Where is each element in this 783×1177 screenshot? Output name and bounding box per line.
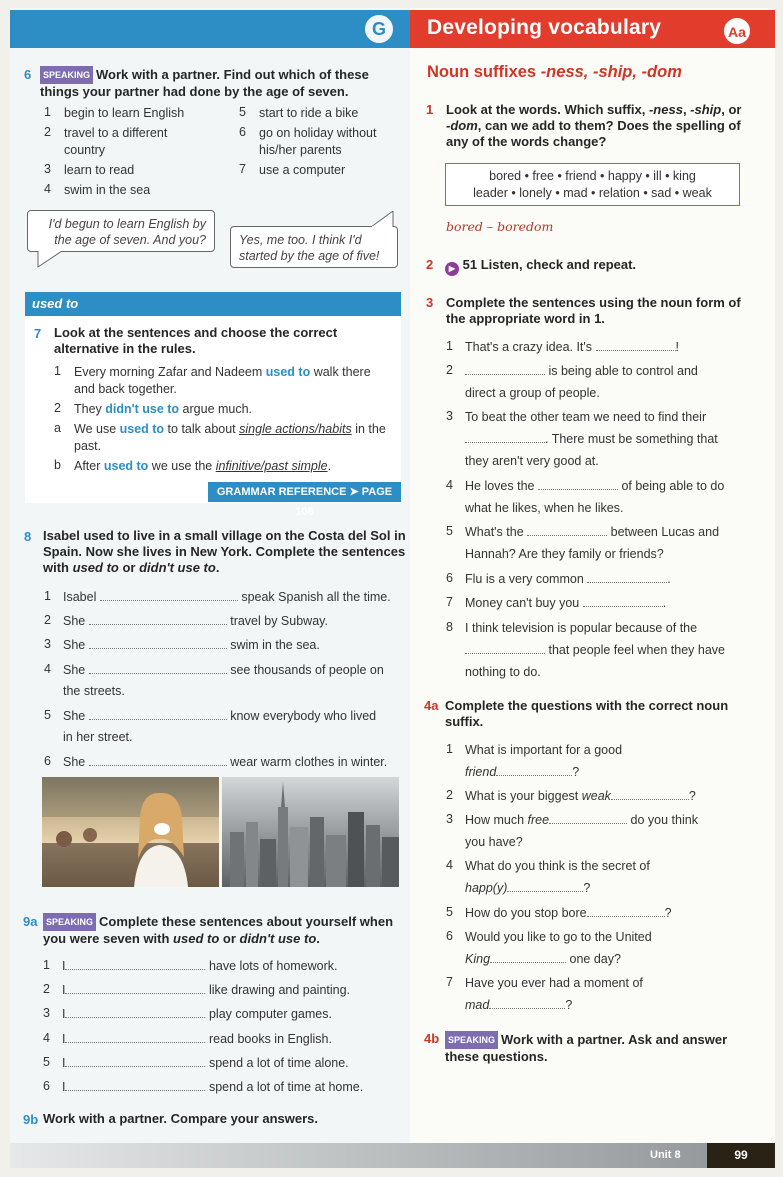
sentence-continuation: the streets.	[63, 684, 125, 698]
exercise-9b-number: 9b	[23, 1112, 39, 1127]
list-item-number: 4	[44, 182, 51, 196]
text: see thousands of people on	[230, 663, 384, 677]
list-item-number: 1	[446, 339, 453, 353]
list-item-number: 7	[446, 975, 453, 989]
text: ?	[688, 789, 696, 803]
question-line	[465, 951, 621, 968]
word-stem: friend	[465, 765, 497, 779]
list-item: go on holiday without his/her parents	[259, 126, 377, 157]
answer-blank[interactable]	[549, 813, 627, 824]
answer-blank[interactable]	[465, 643, 545, 654]
exercise-1-instruction: Look at the words. Which suffix, -ness, -ship, or -dom, can we add to them? Does the spelling of any of the words change?	[446, 102, 742, 149]
speaking-badge: SPEAKING	[43, 913, 96, 931]
question-line	[465, 997, 572, 1014]
word-stem: mad	[465, 998, 490, 1012]
answer-blank[interactable]	[89, 638, 227, 649]
rule-b: After used to we use the infinitive/past simple.	[74, 459, 332, 473]
exercise-8-instruction: Isabel used to live in a small village on the Costa del Sol in Spain. Now she lives in New York. Complete the sentences with used to or didn't use to.	[43, 528, 406, 575]
text: I	[62, 1031, 66, 1046]
answer-blank[interactable]	[65, 1007, 205, 1018]
grammar-header-bar	[10, 10, 410, 48]
text: Isabel	[63, 590, 97, 604]
answer-blank[interactable]	[583, 596, 663, 607]
list-item-number: 1	[54, 364, 61, 378]
sentence-line	[465, 546, 755, 563]
question-line	[465, 812, 755, 829]
answer-blank[interactable]	[596, 340, 676, 351]
text: She	[63, 638, 86, 652]
sentence-row	[63, 708, 408, 725]
text: I	[62, 1055, 66, 1070]
vocabulary-icon: Aa	[722, 16, 752, 46]
sentence-row	[63, 754, 408, 771]
text: Flu is a very common	[465, 572, 588, 586]
question-line	[465, 905, 755, 922]
play-audio-icon[interactable]: ▶	[445, 262, 459, 276]
list-item-number: 3	[43, 1006, 50, 1021]
list-item-number: 6	[446, 929, 453, 943]
photo-new-york-skyline	[222, 777, 399, 887]
sentence-line	[465, 363, 755, 380]
list-item-number: b	[54, 458, 61, 472]
answer-blank[interactable]	[65, 983, 205, 994]
noun-suffixes-heading: Noun suffixes -ness, -ship, -dom	[427, 63, 682, 81]
text: What do you think is the secret of	[465, 859, 650, 873]
list-item-number: 6	[43, 1079, 50, 1093]
text: She	[63, 709, 86, 723]
word-stem: free	[527, 813, 550, 827]
text: ?	[572, 765, 580, 779]
word-box-line: bored • free • friend • happy • ill • king	[489, 169, 696, 183]
list-item: use a computer	[259, 163, 346, 177]
question-line	[465, 742, 755, 759]
sentence-row	[63, 589, 408, 606]
word-box	[445, 163, 740, 206]
question-line	[465, 929, 755, 946]
sentence-row	[62, 982, 407, 999]
exercise-7-number: 7	[34, 326, 42, 341]
sentence-line: they aren't very good at.	[465, 454, 599, 468]
text: She	[63, 755, 86, 769]
list-item-number: 5	[446, 905, 453, 919]
answer-blank[interactable]	[489, 998, 565, 1009]
word-box-line: leader • lonely • mad • relation • sad • weak	[473, 186, 712, 200]
text: speak Spanish all the time.	[241, 590, 391, 604]
list-item-number: 8	[446, 620, 453, 634]
exercise-9a-number: 9a	[23, 914, 38, 929]
example-sentence-1: Every morning Zafar and Nadeem used to walk there and back together.	[74, 365, 371, 396]
used-to-banner	[25, 292, 401, 316]
question-line	[465, 880, 590, 897]
answer-blank[interactable]	[587, 906, 665, 917]
speech-bubble-tail	[36, 251, 66, 269]
section-title: Developing vocabulary	[427, 16, 662, 39]
word-stem: King	[465, 952, 491, 966]
text: direct a group of people.	[465, 386, 600, 400]
exercise-3-instruction: Complete the sentences using the noun form of the appropriate word in 1.	[446, 295, 741, 326]
answer-blank[interactable]	[65, 959, 205, 970]
list-item-number: 4	[43, 1030, 50, 1045]
text: like drawing and painting.	[208, 983, 351, 998]
list-item-number: 5	[239, 105, 246, 119]
text: what he likes, when he likes.	[465, 501, 624, 515]
text: ?	[583, 881, 591, 895]
answer-blank[interactable]	[538, 479, 618, 490]
list-item-number: 3	[446, 409, 453, 423]
text: between Lucas and	[607, 525, 720, 539]
list-item-number: 6	[239, 125, 246, 139]
list-item-number: 2	[446, 788, 453, 802]
text: Money can't buy you	[465, 596, 583, 610]
exercise-4a-number: 4a	[424, 698, 439, 713]
text: travel by Subway.	[230, 614, 328, 628]
text: What's the	[465, 525, 528, 539]
text: She	[63, 663, 86, 677]
answer-blank[interactable]	[89, 663, 227, 674]
text: That's a crazy idea. It's	[465, 340, 596, 354]
sentence-line	[465, 409, 755, 426]
list-item: learn to read	[64, 163, 135, 177]
exercise-7-instruction: Look at the sentences and choose the correct alternative in the rules.	[54, 325, 338, 356]
text: I	[62, 1080, 66, 1094]
answer-blank[interactable]	[490, 952, 566, 963]
sentence-row	[62, 1055, 407, 1072]
list-item-number: 1	[44, 105, 51, 119]
exercise-2-number: 2	[426, 257, 434, 272]
text: I think television is popular because of the	[465, 621, 698, 635]
list-item-number: 4	[44, 662, 51, 676]
exercise-9b-instruction: Work with a partner. Compare your answers.	[43, 1111, 319, 1126]
text: He loves the	[465, 479, 538, 493]
list-item: swim in the sea	[64, 183, 151, 197]
list-item-number: 4	[446, 858, 453, 872]
answer-blank[interactable]	[65, 1056, 205, 1067]
list-item-number: 2	[54, 401, 61, 415]
sentence-line	[465, 385, 755, 402]
sentence-line	[465, 500, 755, 517]
sentence-continuation: in her street.	[63, 730, 133, 744]
answer-blank[interactable]	[100, 590, 238, 601]
list-item-number: 7	[239, 162, 246, 176]
list-item-number: 1	[43, 958, 50, 972]
list-item-number: 2	[44, 613, 51, 627]
speaking-badge: SPEAKING	[445, 1031, 498, 1049]
page-number: 99	[707, 1143, 775, 1168]
text: . There must be something that	[545, 432, 718, 446]
sentence-line	[465, 478, 755, 495]
text: How much	[465, 813, 528, 827]
exercise-3-number: 3	[426, 295, 434, 310]
text: !	[675, 340, 680, 354]
text: read books in English.	[208, 1031, 332, 1046]
speaking-badge: SPEAKING	[40, 66, 93, 84]
word-stem: happ(y)	[465, 881, 508, 895]
text: spend a lot of time at home.	[208, 1080, 364, 1094]
text: What is important for a good	[465, 743, 623, 757]
question-line	[465, 764, 579, 781]
photo-girl-cafe	[42, 777, 219, 887]
list-item-number: 2	[446, 363, 453, 377]
text: ?	[565, 998, 573, 1012]
text: have lots of homework.	[208, 959, 338, 973]
answer-blank[interactable]	[89, 614, 227, 625]
list-item-number: 5	[446, 524, 453, 538]
list-item: begin to learn English	[64, 106, 185, 120]
sentence-row	[62, 1031, 407, 1048]
list-item-number: 5	[44, 708, 51, 722]
answer-blank[interactable]	[465, 364, 545, 375]
text: wear warm clothes in winter.	[230, 755, 388, 769]
answer-blank[interactable]	[587, 572, 667, 583]
sentence-row	[62, 958, 407, 975]
exercise-4b-instruction: SPEAKING Work with a partner. Ask and answer these questions.	[445, 1032, 728, 1064]
text: know everybody who lived	[230, 709, 377, 723]
text: Hannah? Are they family or friends?	[465, 547, 664, 561]
text: do you think	[627, 813, 698, 827]
grammar-reference-link[interactable]: GRAMMAR REFERENCE ➤ PAGE 106	[208, 482, 401, 502]
sentence-line	[465, 571, 755, 588]
used-to-heading: used to	[32, 296, 79, 311]
list-item-number: 1	[44, 589, 51, 603]
list-item-number: 3	[44, 637, 51, 651]
sentence-row	[62, 1079, 407, 1096]
sentence-line	[465, 431, 755, 448]
text: Would you like to go to the United	[465, 930, 652, 944]
text: .	[667, 572, 671, 586]
exercise-4b-number: 4b	[424, 1031, 440, 1046]
question-line: you have?	[465, 835, 523, 849]
answer-blank[interactable]	[527, 525, 607, 536]
text: What is your biggest	[465, 789, 582, 803]
answer-blank[interactable]	[65, 1032, 205, 1043]
exercise-6-instruction: SPEAKING Work with a partner. Find out which of these things your partner had done by the age of seven.	[40, 67, 369, 99]
answer-blank[interactable]	[89, 755, 227, 766]
exercise-6-number: 6	[24, 67, 32, 82]
exercise-9a-instruction: SPEAKING Complete these sentences about yourself when you were seven with used to or didn't use to.	[43, 914, 394, 946]
speech-bubble-answer: Yes, me too. I think I'd started by the age of five!	[230, 226, 398, 268]
sentence-row	[62, 1006, 407, 1023]
handwritten-example: bored – boredom	[446, 219, 554, 234]
exercise-2-instruction: ▶ 51 Listen, check and repeat.	[445, 257, 745, 276]
text: ?	[664, 906, 672, 920]
sentence-line	[465, 524, 755, 541]
list-item: travel to a different country	[64, 126, 168, 157]
word-stem: weak	[581, 789, 611, 803]
sentence-line	[465, 339, 755, 356]
speech-bubble-question: I'd begun to learn English by the age of seven. And you?	[27, 210, 215, 252]
list-item-number: 5	[43, 1054, 50, 1069]
text: To beat the other team we need to find their	[465, 410, 707, 424]
text: .	[662, 596, 667, 610]
text: of being able to do	[617, 479, 725, 493]
text: Have you ever had a moment of	[465, 976, 643, 990]
text: swim in the sea.	[230, 638, 320, 652]
list-item: start to ride a bike	[259, 106, 359, 120]
text: play computer games.	[208, 1007, 332, 1022]
list-item-number: 6	[44, 754, 51, 768]
sentence-line: nothing to do.	[465, 665, 541, 679]
answer-blank[interactable]	[507, 881, 583, 892]
text: She	[63, 614, 86, 628]
sentence-line	[465, 642, 755, 659]
answer-blank[interactable]	[65, 1080, 205, 1091]
question-line	[465, 788, 755, 805]
rule-a: We use used to to talk about single actions/habits in the past.	[74, 422, 386, 453]
question-line	[465, 975, 755, 992]
sentence-line	[465, 620, 755, 637]
exercise-1-number: 1	[426, 102, 434, 117]
answer-blank[interactable]	[89, 709, 227, 720]
exercise-8-number: 8	[24, 529, 32, 544]
grammar-icon: G	[363, 13, 395, 45]
list-item-number: a	[54, 421, 61, 435]
exercise-4a-instruction: Complete the questions with the correct noun suffix.	[445, 698, 729, 729]
list-item-number: 3	[44, 162, 51, 176]
sentence-row	[63, 662, 408, 679]
list-item-number: 4	[446, 478, 453, 492]
example-sentence-2: They didn't use to argue much.	[74, 402, 253, 416]
list-item-number: 1	[446, 742, 453, 756]
list-item-number: 3	[446, 812, 453, 826]
text: is being able to control and	[545, 364, 698, 378]
text: I	[62, 983, 66, 998]
answer-blank[interactable]	[465, 432, 545, 443]
sentence-line	[465, 595, 755, 612]
text: I	[62, 959, 66, 973]
sentence-row	[63, 637, 408, 654]
text: that people feel when they have	[545, 643, 725, 657]
list-item-number: 7	[446, 595, 453, 609]
text: spend a lot of time alone.	[208, 1055, 349, 1070]
list-item-number: 2	[44, 125, 51, 139]
list-item-number: 6	[446, 571, 453, 585]
textbook-page	[10, 8, 775, 1168]
answer-blank[interactable]	[611, 789, 689, 800]
text: How do you stop	[465, 906, 562, 920]
text: one day?	[566, 952, 621, 966]
sentence-row	[63, 613, 408, 630]
answer-blank[interactable]	[496, 765, 572, 776]
word-stem: bore	[561, 906, 587, 920]
speech-bubble-tail	[367, 211, 397, 228]
question-line	[465, 858, 755, 875]
list-item-number: 2	[43, 982, 50, 997]
text: I	[62, 1007, 66, 1022]
unit-label: Unit 8	[650, 1149, 681, 1161]
